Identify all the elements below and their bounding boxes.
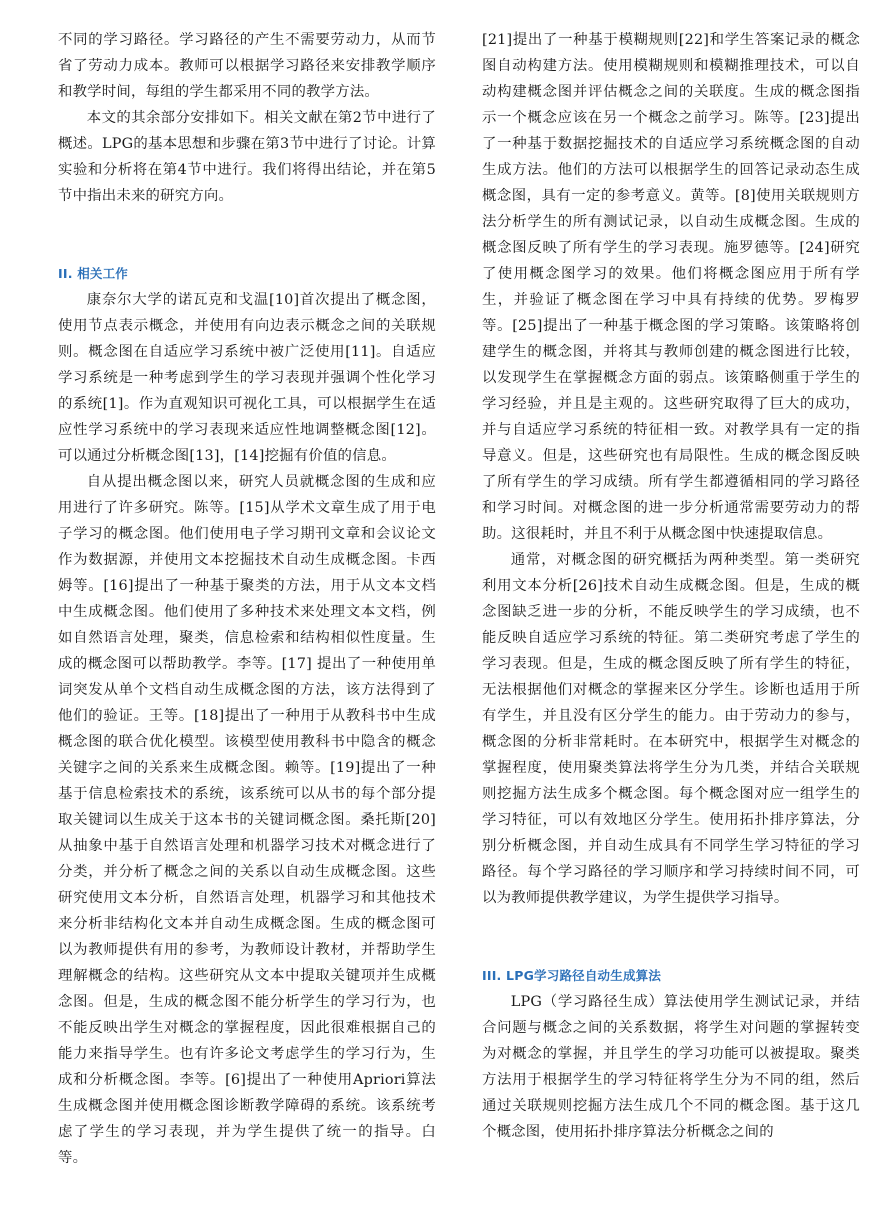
right-column [482,27,860,1145]
section-heading-lpg-algorithm: III. LPG学习路径自动生成算法 [482,968,662,983]
intro-paragraph-end: 不同的学习路径。学习路径的产生不需要劳动力，从而节省了劳动力成本。教师可以根据学习路径来安排教学顺序和教学时间，每组的学生都采用不同的教学方法。 [58,32,436,100]
lpg-paragraph-1: LPG（学习路径生成）算法使用学生测试记录，并结合问题与概念之间的关系数据，将学生对问题的掌握转变为对概念的掌握，并且学生的学习功能可以被提取。聚类方法用于根据学生的学习特征将学生分为不同的组，然后通过关联规则挖掘方法生成几个不同的概念图。基于这几个概念图，使用拓扑排序算法分析概念之间的 [482,994,860,1140]
related-work-paragraph-3: [21]提出了一种基于模糊规则[22]和学生答案记录的概念图自动构建方法。使用模糊规则和模糊推理技术，可以自动构建概念图并评估概念之间的关联度。生成的概念图指示一个概念应该在另一个概念之前学习。陈等。[23]提出了一种基于数据挖掘技术的自适应学习系统概念图的自动生成方法。他们的方法可以根据学生的回答记录动态生成概念图，具有一定的参考意义。黄等。[8]使用关联规则方法分析学生的所有测试记录，以自动生成概念图。生成的概念图反映了所有学生的学习表现。施罗德等。[24]研究了使用概念图学习的效果。他们将概念图应用于所有学生，并验证了概念图在学习中具有持续的优势。罗梅罗等。[25]提出了一种基于概念图的学习策略。该策略将创建学生的概念图，并将其与教师创建的概念图进行比较，以发现学生在掌握概念方面的弱点。该策略侧重于学生的学习经验，并且是主观的。这些研究取得了巨大的成功，并与自适应学习系统的特征相一致。对教学具有一定的指导意义。但是，这些研究也有局限性。生成的概念图反映了所有学生的学习成绩。所有学生都遵循相同的学习路径和学习时间。对概念图的进一步分析通常需要劳动力的帮助。这很耗时，并且不利于从概念图中快速提取信息。 [482,32,860,542]
section-heading-related-work: II. 相关工作 [58,266,129,281]
left-column [58,27,436,1171]
related-work-paragraph-2: 自从提出概念图以来，研究人员就概念图的生成和应用进行了许多研究。陈等。[15]从学术文章生成了用于电子学习的概念图。他们使用电子学习期刊文章和会议论文作为数据源，并使用文本挖掘技术自动生成概念图。卡西姆等。[16]提出了一种基于聚类的方法，用于从文本文档中生成概念图。他们使用了多种技术来处理文本文档，例如自然语言处理，聚类，信息检索和结构相似性度量。生成的概念图可以帮助教学。李等。[17] 提出了一种使用单词突发从单个文档自动生成概念图的方法，该方法得到了他们的验证。王等。[18]提出了一种用于从教科书中生成概念图的联合优化模型。该模型使用教科书中隐含的概念关键字之间的关系来生成概念图。赖等。[19]提出了一种基于信息检索技术的系统，该系统可以从书的每个部分提取关键词以生成关于这本书的关键词概念图。桑托斯[20]从抽象中基于自然语言处理和机器学习技术对概念进行了分类，并分析了概念之间的关系以自动生成概念图。这些研究使用文本分析，自然语言处理，机器学习和其他技术来分析非结构化文本并自动生成概念图。生成的概念图可以为教师提供有用的参考，为教师设计教材，并帮助学生理解概念的结构。这些研究从文本中提取关键项并生成概念图。但是，生成的概念图不能分析学生的学习行为，也不能反映出学生对概念的掌握程度，因此很难根据自己的能力来指导学生。也有许多论文考虑学生的学习行为，生成和分析概念图。李等。[6]提出了一种使用Apriori算法生成概念图并使用概念图诊断教学障碍的系统。该系统考虑了学生的学习表现，并为学生提供了统一的指导。白等。 [58,474,436,1166]
related-work-paragraph-1: 康奈尔大学的诺瓦克和戈温[10]首次提出了概念图，使用节点表示概念，并使用有向边表示概念之间的关联规则。概念图在自适应学习系统中被广泛使用[11]。自适应学习系统是一种考虑到学生的学习表现并强调个性化学习的系统[1]。作为直观知识可视化工具，可以根据学生在适应性学习系统中的学习表现来适应性地调整概念图[12]。可以通过分析概念图[13]，[14]挖掘有价值的信息。 [58,292,436,464]
related-work-paragraph-4: 通常，对概念图的研究概括为两种类型。第一类研究利用文本分析[26]技术自动生成概念图。但是，生成的概念图缺乏进一步的分析，不能反映学生的学习成绩，也不能反映自适应学习系统的特征。第二类研究考虑了学生的学习表现。但是，生成的概念图反映了所有学生的特征，无法根据他们对概念的掌握来区分学生。诊断也适用于所有学生，并且没有区分学生的能力。由于劳动力的参与，概念图的分析非常耗时。在本研究中，根据学生对概念的掌握程度，使用聚类算法将学生分为几类，并结合关联规则挖掘方法生成多个概念图。每个概念图对应一组学生的学习特征，可以有效地区分学生。使用拓扑排序算法，分别分析概念图，并自动生成具有不同学生学习特征的学习路径。每个学习路径的学习顺序和学习持续时间不同，可以为教师提供教学建议，为学生提供学习指导。 [482,552,860,906]
paper-outline-paragraph: 本文的其余部分安排如下。相关文献在第2节中进行了概述。LPG的基本思想和步骤在第3节中进行了讨论。计算实验和分析将在第4节中进行。我们将得出结论，并在第5节中指出未来的研究方向。 [58,110,436,204]
